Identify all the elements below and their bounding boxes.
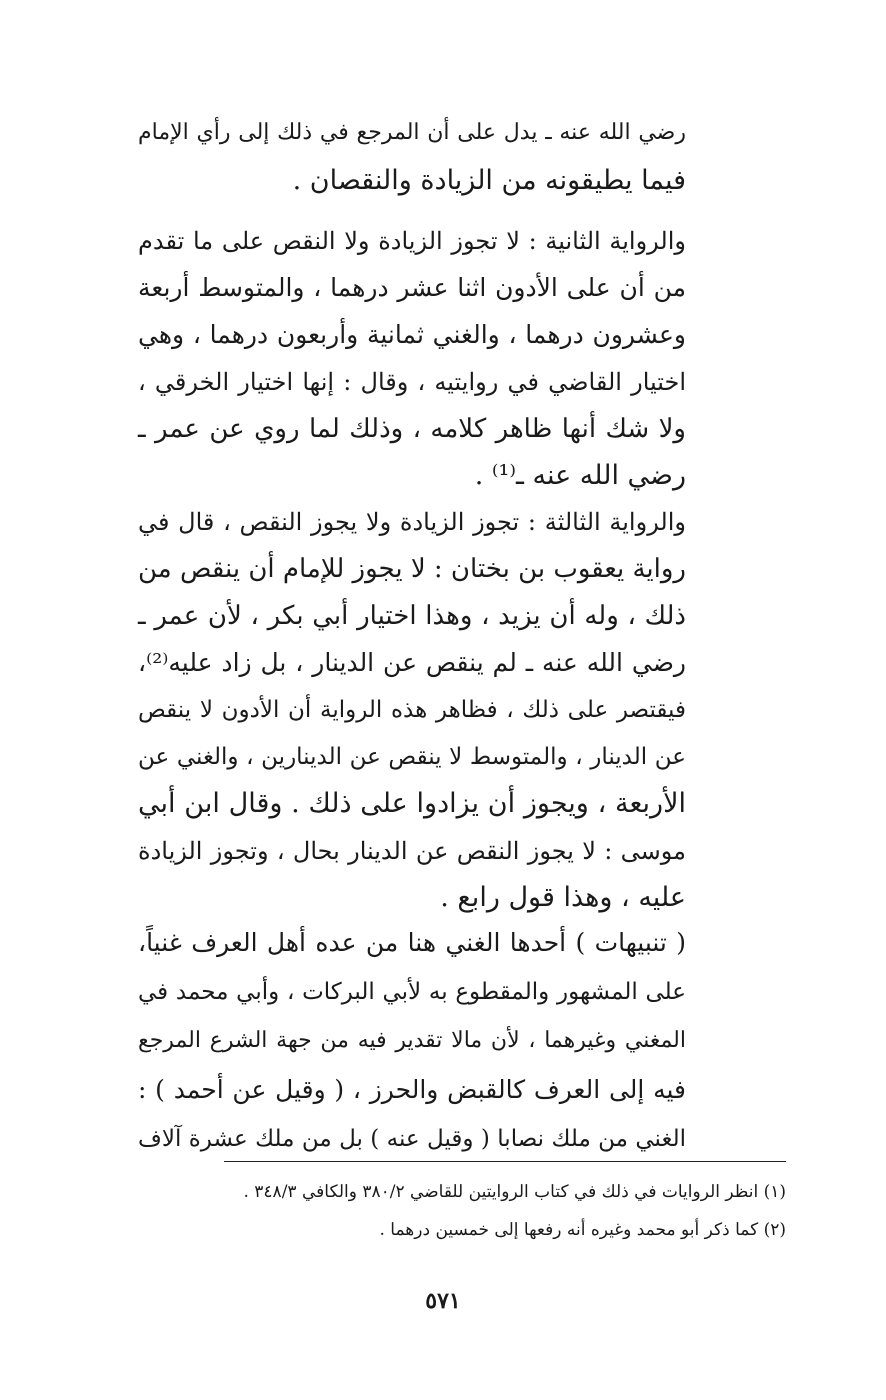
text-line: وعشرون درهما ، والغني ثمانية وأربعون درهما ، وهي <box>138 320 686 349</box>
footnote-1: (١) انظر الروايات في ذلك في كتاب الروايتين للقاضي ٣٨٠/٢ والكافي ٣٤٨/٣ . <box>243 1182 786 1202</box>
text-line: عليه ، وهذا قول رابع . <box>440 882 686 913</box>
text-line: رواية يعقوب بن بختان : لا يجوز للإمام أن ينقص من <box>137 554 686 584</box>
text-line: رضي الله عنه ـ يدل على أن المرجع في ذلك إلى رأي الإمام <box>138 120 686 145</box>
text-line: اختيار القاضي في روايتيه ، وقال : إنها اختيار الخرقي ، <box>138 368 686 396</box>
text-line: عن الدينار ، والمتوسط لا ينقص عن الدينارين ، والغني عن <box>138 744 686 770</box>
text-line: ولا شك أنها ظاهر كلامه ، وذلك لما روي عن عمر ـ <box>138 414 686 444</box>
page-number: ٥٧١ <box>425 1288 461 1314</box>
footnote-separator <box>224 1161 786 1162</box>
text-line: من أن على الأدون اثنا عشر درهما ، والمتوسط أربعة <box>138 273 686 302</box>
text-line: المغني وغيرهما ، لأن مالا تقدير فيه من جهة الشرع المرجع <box>138 1028 686 1053</box>
text-line: ذلك ، وله أن يزيد ، وهذا اختيار أبي بكر ، لأن عمر ـ <box>138 601 686 631</box>
text-line: رضي الله عنه ـ⁽¹⁾ . <box>474 460 686 491</box>
text-line: الغني من ملك نصابا ( وقيل عنه ) بل من ملك عشرة آلاف <box>138 1126 686 1152</box>
text-line: والرواية الثالثة : تجوز الزيادة ولا يجوز النقص ، قال في <box>138 508 686 536</box>
text-line: فيه إلى العرف كالقبض والحرز ، ( وقيل عن أحمد ) : <box>138 1075 686 1104</box>
text-line: فيما يطيقونه من الزيادة والنقصان . <box>292 165 686 196</box>
text-line: ( تنبيهات ) أحدها الغني هنا من عده أهل العرف غنياً، <box>138 928 686 957</box>
text-line: موسى : لا يجوز النقص عن الدينار بحال ، وتجوز الزيادة <box>138 837 686 865</box>
text-line: الأربعة ، ويجوز أن يزادوا على ذلك . وقال ابن أبي <box>138 788 686 819</box>
text-line: على المشهور والمقطوع به لأبي البركات ، وأبي محمد في <box>138 979 686 1005</box>
text-line: والرواية الثانية : لا تجوز الزيادة ولا النقص على ما تقدم <box>138 227 686 255</box>
text-line: فيقتصر على ذلك ، فظاهر هذه الرواية أن الأدون لا ينقص <box>138 697 686 723</box>
footnote-2: (٢) كما ذكر أبو محمد وغيره أنه رفعها إلى خمسين درهما . <box>379 1220 786 1240</box>
text-line: رضي الله عنه ـ لم ينقص عن الدينار ، بل زاد عليه⁽²⁾، <box>138 648 686 677</box>
